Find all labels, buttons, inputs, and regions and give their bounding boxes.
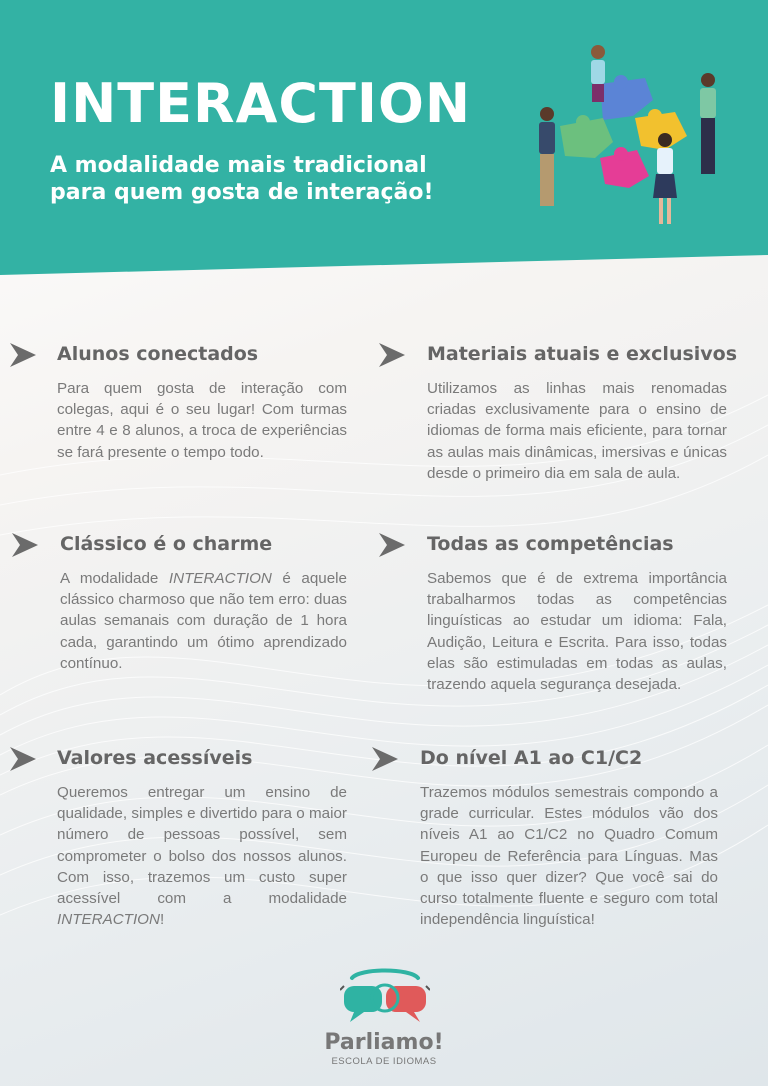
- chevron-arrow-icon: [377, 340, 407, 370]
- section-title: Alunos conectados: [57, 343, 259, 365]
- section-valores: [57, 744, 347, 930]
- section-title: Valores acessíveis: [57, 747, 253, 769]
- section-text: Queremos entregar um ensino de qualidade, simples e divertido para o maior número de pessoas possível, sem comprometer o bolso dos nossos alunos. Com isso, trazemos um custo super acessível com a modalidade INTERACTION!: [57, 784, 347, 929]
- chevron-arrow-icon: [377, 530, 407, 560]
- section-text: Para quem gosta de interação com colegas, aqui é o seu lugar! Com turmas entre 4 e 8 alunos, a troca de experiências se fará presente o tempo todo.: [57, 380, 347, 461]
- subtitle-line-2: para quem gosta de interação!: [50, 180, 434, 205]
- puzzle-team-illustration: [525, 38, 735, 233]
- logo-tagline: ESCOLA DE IDIOMAS: [331, 1056, 437, 1067]
- page-subtitle: [50, 152, 490, 206]
- logo-name: Parliamo!: [324, 1030, 444, 1055]
- section-title: Clássico é o charme: [60, 533, 273, 555]
- section-title: Todas as competências: [427, 533, 674, 555]
- section-alunos-conectados: [57, 340, 347, 463]
- section-classico: [60, 530, 347, 674]
- parliamo-logo: [318, 968, 450, 1078]
- chevron-arrow-icon: [8, 744, 38, 774]
- section-title: Materiais atuais e exclusivos: [427, 343, 738, 365]
- section-niveis: [420, 744, 718, 930]
- chevron-arrow-icon: [8, 340, 38, 370]
- chevron-arrow-icon: [370, 744, 400, 774]
- page-title: INTERACTION: [50, 72, 472, 135]
- section-title: Do nível A1 ao C1/C2: [420, 747, 643, 769]
- section-competencias: [427, 530, 727, 695]
- section-text: Utilizamos as linhas mais renomadas criadas exclusivamente para o ensino de idiomas de forma mais eficiente, para tornar as aulas mais dinâmicas, imersivas e únicas desde o primeiro dia em sala de aula.: [427, 380, 727, 482]
- subtitle-line-1: A modalidade mais tradicional: [50, 153, 427, 178]
- section-materiais: [427, 340, 738, 484]
- section-text: A modalidade INTERACTION é aquele clássico charmoso que não tem erro: duas aulas semanais com duração de 1 hora cada, garantindo um ótimo aprendizado contínuo.: [60, 570, 347, 672]
- section-text: Trazemos módulos semestrais compondo a grade curricular. Estes módulos vão dos níveis A1 ao C1/C2 no Quadro Comum Europeu de Referência para Línguas. Mas o que isso quer dizer? Que você sai do curso totalmente fluente e seguro com total independência linguística!: [420, 784, 718, 929]
- chevron-arrow-icon: [10, 530, 40, 560]
- section-text: Sabemos que é de extrema importância trabalharmos todas as competências linguísticas ao estudar um idioma: Fala, Audição, Leitura e Escrita. Para isso, todas elas são estimuladas em todas as aulas, trazendo aquela segurança desejada.: [427, 570, 727, 694]
- speech-bubbles-logo: [340, 968, 430, 1030]
